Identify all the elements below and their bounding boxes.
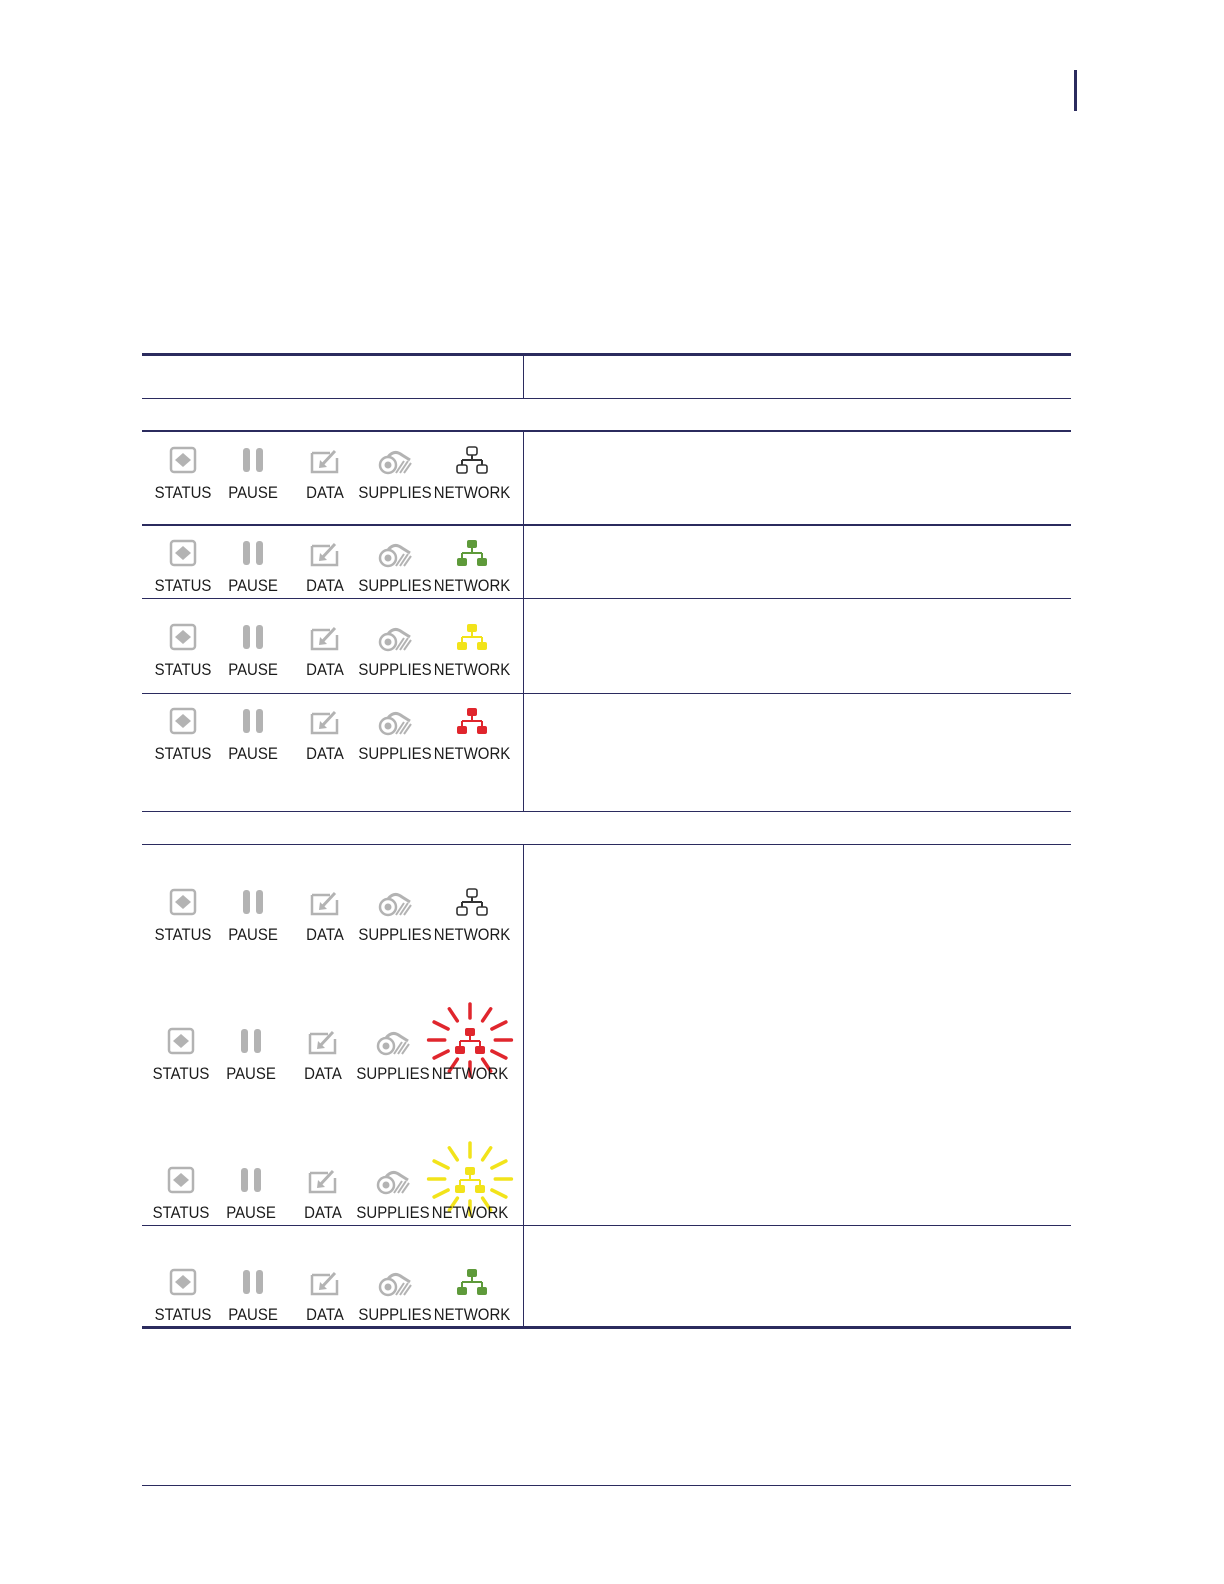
- status-icon: [163, 1165, 199, 1199]
- pause-label: PAUSE: [226, 1064, 276, 1083]
- pause-label: PAUSE: [228, 744, 278, 763]
- supplies-indicator: [360, 887, 430, 947]
- data-label: DATA: [304, 1203, 342, 1222]
- status-label: STATUS: [152, 1203, 210, 1222]
- table-top-rule: [142, 353, 1071, 356]
- supplies-indicator: [360, 706, 430, 766]
- supplies-indicator: [360, 1267, 430, 1327]
- status-icon: [165, 445, 201, 479]
- data-icon: [307, 445, 343, 479]
- supplies-indicator: [358, 1026, 428, 1086]
- data-indicator: [290, 622, 360, 682]
- data-indicator: [288, 1026, 358, 1086]
- supplies-icon: [377, 1267, 413, 1301]
- status-indicator: [148, 887, 218, 947]
- status-indicator: [148, 622, 218, 682]
- network-indicator: [433, 445, 511, 505]
- pause-icon: [233, 1026, 269, 1060]
- supplies-label: SUPPLIES: [358, 925, 432, 944]
- status-indicator: [146, 1165, 216, 1225]
- control-panel-row: [148, 706, 518, 766]
- control-panel-row: [148, 1267, 518, 1327]
- network-indicator: [433, 706, 511, 766]
- supplies-icon: [377, 706, 413, 740]
- network-label: NETWORK: [433, 660, 511, 679]
- column-divider: [523, 432, 524, 812]
- data-icon: [307, 622, 343, 656]
- network-outline-icon: [454, 445, 490, 479]
- pause-icon: [235, 445, 271, 479]
- data-label: DATA: [306, 925, 344, 944]
- control-panel-row: [148, 887, 518, 947]
- network-indicator: [433, 622, 511, 682]
- supplies-icon: [377, 445, 413, 479]
- data-label: DATA: [306, 744, 344, 763]
- row-rule: [142, 1225, 1071, 1226]
- section-rule: [142, 430, 1071, 432]
- network-indicator: [433, 1267, 511, 1327]
- supplies-indicator: [358, 1165, 428, 1225]
- status-label: STATUS: [154, 483, 212, 502]
- supplies-label: SUPPLIES: [358, 744, 432, 763]
- supplies-label: SUPPLIES: [356, 1203, 430, 1222]
- status-label: STATUS: [154, 576, 212, 595]
- status-icon: [165, 1267, 201, 1301]
- network-label: NETWORK: [431, 1064, 509, 1083]
- status-icon: [165, 622, 201, 656]
- data-icon: [307, 1267, 343, 1301]
- data-indicator: [290, 445, 360, 505]
- network-label: NETWORK: [433, 576, 511, 595]
- pause-indicator: [216, 1026, 286, 1086]
- supplies-indicator: [360, 622, 430, 682]
- row-rule: [142, 524, 1071, 526]
- data-indicator: [290, 706, 360, 766]
- data-icon: [305, 1026, 341, 1060]
- data-icon: [305, 1165, 341, 1199]
- row-rule: [142, 844, 1071, 845]
- margin-bar: [1074, 70, 1077, 111]
- network-label: NETWORK: [433, 744, 511, 763]
- supplies-label: SUPPLIES: [358, 483, 432, 502]
- status-indicator: [148, 445, 218, 505]
- status-icon: [165, 887, 201, 921]
- pause-icon: [235, 538, 271, 572]
- supplies-icon: [375, 1026, 411, 1060]
- data-label: DATA: [306, 483, 344, 502]
- control-panel-row: [148, 538, 518, 598]
- status-icon: [165, 538, 201, 572]
- data-indicator: [288, 1165, 358, 1225]
- supplies-label: SUPPLIES: [358, 660, 432, 679]
- control-panel-row: [148, 622, 518, 682]
- pause-indicator: [218, 445, 288, 505]
- network-red-icon: [454, 706, 490, 740]
- supplies-label: SUPPLIES: [358, 576, 432, 595]
- network-indicator: [431, 1165, 509, 1225]
- pause-indicator: [218, 622, 288, 682]
- data-icon: [307, 538, 343, 572]
- status-icon: [165, 706, 201, 740]
- data-indicator: [290, 887, 360, 947]
- control-panel-row: [148, 445, 518, 505]
- status-indicator: [146, 1026, 216, 1086]
- network-green-icon: [454, 1267, 490, 1301]
- row-rule: [142, 693, 1071, 694]
- table-header-rule: [142, 398, 1071, 399]
- supplies-icon: [377, 622, 413, 656]
- network-label: NETWORK: [433, 925, 511, 944]
- pause-indicator: [218, 887, 288, 947]
- supplies-label: SUPPLIES: [358, 1305, 432, 1324]
- pause-label: PAUSE: [228, 576, 278, 595]
- pause-icon: [233, 1165, 269, 1199]
- supplies-icon: [377, 887, 413, 921]
- network-outline-icon: [454, 887, 490, 921]
- column-divider: [523, 845, 524, 1328]
- network-indicator: [433, 538, 511, 598]
- supplies-icon: [375, 1165, 411, 1199]
- footer-rule: [142, 1485, 1071, 1486]
- status-indicator: [148, 1267, 218, 1327]
- pause-icon: [235, 887, 271, 921]
- supplies-icon: [377, 538, 413, 572]
- data-indicator: [290, 538, 360, 598]
- status-indicator: [148, 538, 218, 598]
- status-label: STATUS: [152, 1064, 210, 1083]
- pause-label: PAUSE: [228, 925, 278, 944]
- pause-icon: [235, 1267, 271, 1301]
- status-label: STATUS: [154, 1305, 212, 1324]
- data-label: DATA: [306, 1305, 344, 1324]
- data-label: DATA: [306, 576, 344, 595]
- data-label: DATA: [304, 1064, 342, 1083]
- status-icon: [163, 1026, 199, 1060]
- pause-label: PAUSE: [228, 1305, 278, 1324]
- row-rule: [142, 811, 1071, 812]
- network-indicator: [431, 1026, 509, 1086]
- pause-icon: [235, 622, 271, 656]
- network-yellow-icon: [454, 622, 490, 656]
- status-label: STATUS: [154, 660, 212, 679]
- pause-indicator: [216, 1165, 286, 1225]
- data-icon: [307, 887, 343, 921]
- supplies-indicator: [360, 445, 430, 505]
- status-label: STATUS: [154, 925, 212, 944]
- pause-label: PAUSE: [226, 1203, 276, 1222]
- data-label: DATA: [306, 660, 344, 679]
- pause-indicator: [218, 706, 288, 766]
- pause-indicator: [218, 538, 288, 598]
- network-indicator: [433, 887, 511, 947]
- pause-label: PAUSE: [228, 483, 278, 502]
- supplies-label: SUPPLIES: [356, 1064, 430, 1083]
- control-panel-row: [146, 1026, 516, 1086]
- network-red-flashing-icon: [452, 1026, 488, 1060]
- network-label: NETWORK: [431, 1203, 509, 1222]
- pause-icon: [235, 706, 271, 740]
- row-rule: [142, 598, 1071, 599]
- supplies-indicator: [360, 538, 430, 598]
- status-label: STATUS: [154, 744, 212, 763]
- pause-indicator: [218, 1267, 288, 1327]
- network-green-icon: [454, 538, 490, 572]
- pause-label: PAUSE: [228, 660, 278, 679]
- status-indicator: [148, 706, 218, 766]
- network-yellow-flashing-icon: [452, 1165, 488, 1199]
- control-panel-row: [146, 1165, 516, 1225]
- network-label: NETWORK: [433, 1305, 511, 1324]
- data-icon: [307, 706, 343, 740]
- table-header-divider: [523, 355, 524, 398]
- data-indicator: [290, 1267, 360, 1327]
- network-label: NETWORK: [433, 483, 511, 502]
